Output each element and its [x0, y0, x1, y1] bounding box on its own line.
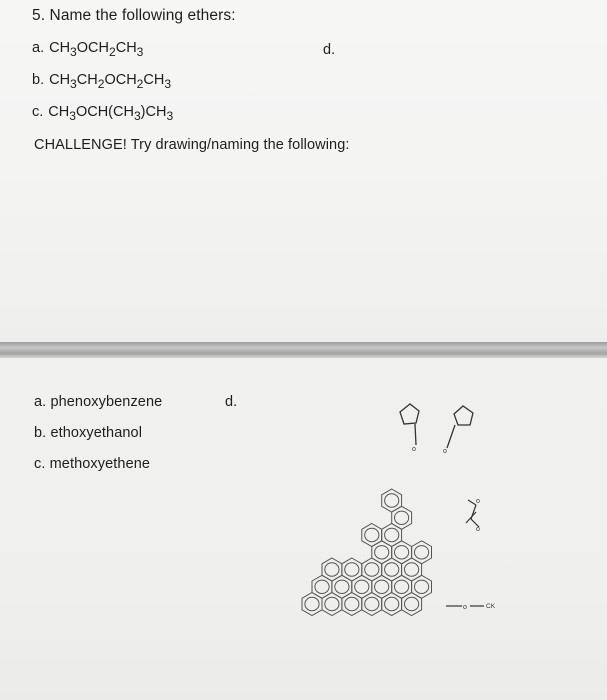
- item-label: b.: [32, 72, 45, 88]
- aromatic-circle: [345, 563, 359, 576]
- formula-b: $CH_3CH_2OCH_2CH_3$: [49, 72, 172, 91]
- formula-a: $CH_3OCH_2CH_3$: [49, 40, 144, 59]
- aromatic-circle: [325, 597, 339, 610]
- tail-group-label: CK: [486, 603, 496, 610]
- aromatic-circle: [315, 580, 329, 593]
- aromatic-circle: [365, 528, 379, 541]
- challenge-heading: CHALLENGE! Try drawing/naming the following:: [34, 137, 350, 153]
- aromatic-circle: [365, 563, 379, 576]
- aromatic-circle: [375, 546, 389, 559]
- item-label: c.: [32, 104, 44, 120]
- aromatic-circle: [415, 580, 429, 593]
- side-oxygen-label-top: o: [476, 498, 480, 505]
- page-divider: [0, 342, 607, 358]
- challenge-item-d-label: d.: [225, 394, 238, 410]
- formula-c: $CH_3OCH(CH_3)CH_3$: [48, 104, 174, 123]
- aromatic-circle: [395, 580, 409, 593]
- aromatic-circle: [305, 597, 319, 610]
- challenge-item-a: a. phenoxybenzene: [34, 394, 163, 410]
- aromatic-circle: [385, 563, 399, 576]
- hand-drawn-structure: [290, 395, 530, 630]
- aromatic-circle: [405, 563, 419, 576]
- question-title: 5. Name the following ethers:: [32, 7, 236, 24]
- aromatic-circle: [395, 546, 409, 559]
- aromatic-circle: [335, 580, 349, 593]
- aromatic-circle: [385, 494, 399, 507]
- item-label: a.: [32, 40, 45, 56]
- aromatic-circle: [375, 580, 389, 593]
- question-item-a: [32, 40, 143, 59]
- aromatic-circle: [345, 597, 359, 610]
- aromatic-circle: [395, 511, 409, 524]
- challenge-item-c: c. methoxyethene: [34, 456, 151, 472]
- aromatic-circle: [355, 580, 369, 593]
- aromatic-circle: [365, 597, 379, 610]
- question-item-d-label: d.: [323, 42, 336, 58]
- tail-oxygen-label: o: [463, 604, 467, 611]
- cyclopentane-ring-right: [447, 406, 473, 448]
- aromatic-circle: [385, 528, 399, 541]
- fused-ring-system: [302, 489, 432, 616]
- side-oxygen-label-bottom: o: [476, 526, 480, 533]
- question-item-c: [32, 104, 173, 123]
- question-item-b: [32, 72, 171, 91]
- ring-oxygen-label-right: o: [443, 448, 447, 455]
- cyclopentane-ring-left: [400, 404, 419, 445]
- aromatic-circle: [415, 546, 429, 559]
- aromatic-circle: [385, 597, 399, 610]
- aromatic-circle: [325, 563, 339, 576]
- ring-oxygen-label-left: o: [412, 446, 416, 453]
- challenge-item-b: b. ethoxyethanol: [34, 425, 143, 441]
- aromatic-circle: [405, 597, 419, 610]
